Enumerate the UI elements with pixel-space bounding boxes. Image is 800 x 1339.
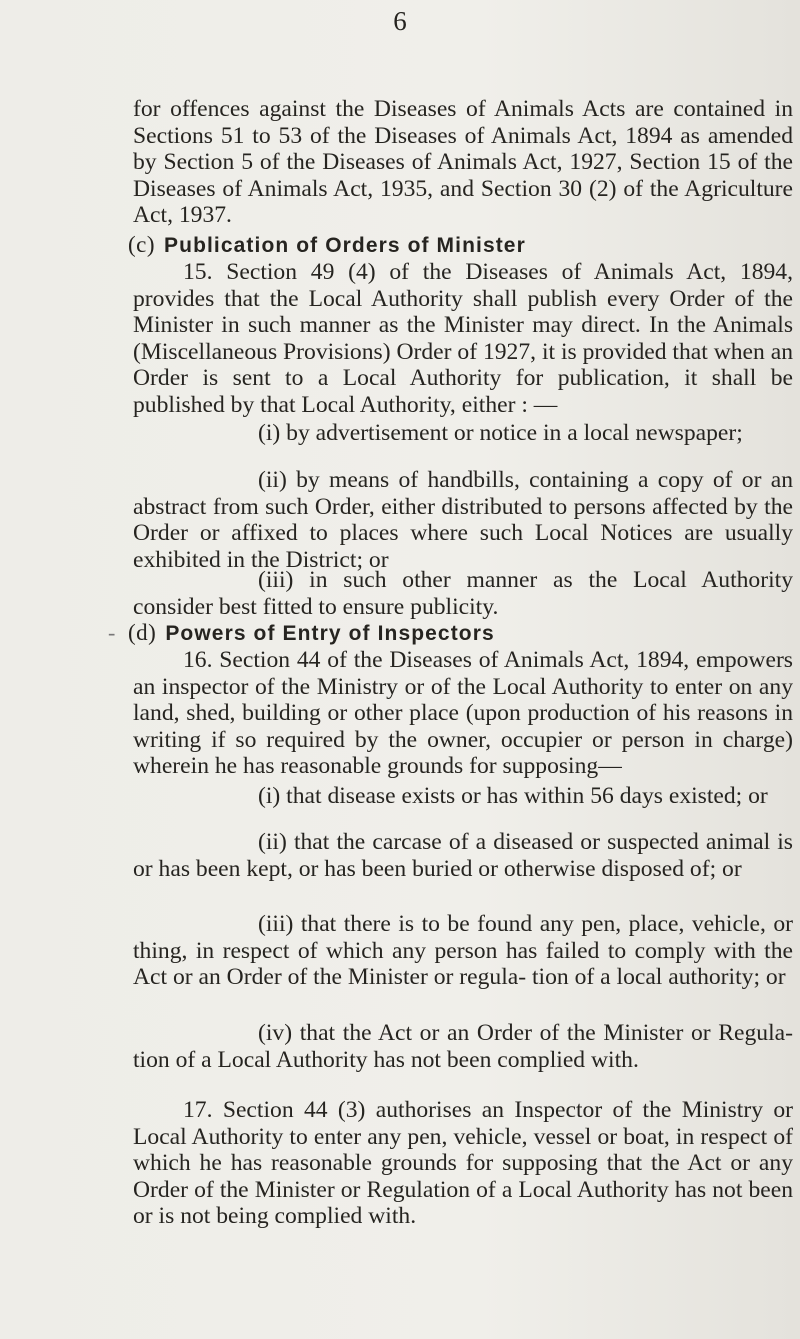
paragraph-16: 16. Section 44 of the Diseases of Animals Act, 1894, empowers an inspector of the Ministry or of the Local Authority to enter on any land, shed, building or other place (upon production of his reasons in writing if so required by the owner, occupier or person in charge) wherein he has reasonable grounds for supposing—	[133, 647, 793, 780]
section-c-letter: (c)	[128, 232, 156, 257]
section-d-title: Powers of Entry of Inspectors	[165, 622, 495, 645]
section-c-item-iii: (iii) in such other manner as the Local Authority consider best fitted to ensure publicity.	[133, 567, 793, 620]
section-d-item-iii: (iii) that there is to be found any pen, place, vehicle, or thing, in respect of which any person has failed to comply with the Act or an Order of the Minister or regula- tion of a local authority; or	[133, 911, 793, 991]
paragraph-15: 15. Section 49 (4) of the Diseases of Animals Act, 1894, provides that the Local Authority shall publish every Order of the Minister in such manner as the Minister may direct. In the Animals (Miscellaneous Provisions) Order of 1927, it is provided that when an Order is sent to a Local Authority for publication, it shall be published by that Local Authority, either : —	[133, 259, 793, 418]
section-d-letter: (d)	[128, 620, 157, 645]
paragraph-17: 17. Section 44 (3) authorises an Inspector of the Ministry or Local Authority to enter any pen, vehicle, vessel or boat, in respect of which he has reasonable grounds for supposing that the Act or any Order of the Minister or Regulation of a Local Authority has not been or is not being complied with.	[133, 1097, 793, 1230]
section-d-heading	[128, 620, 788, 647]
section-d-item-i: (i) that disease exists or has within 56 days existed; or	[258, 783, 768, 809]
section-c-item-i: (i) by advertisement or notice in a local newspaper;	[258, 420, 743, 446]
section-d-item-iv: (iv) that the Act or an Order of the Minister or Regula- tion of a Local Authority has not been complied with.	[133, 1020, 793, 1073]
section-c-heading	[128, 232, 788, 259]
section-c-title: Publication of Orders of Minister	[164, 234, 526, 257]
section-c-item-ii: (ii) by means of handbills, containing a copy of or an abstract from such Order, either distributed to persons affected by the Order or affixed to places where such Local Notices are usually exhibited in the District; or	[133, 467, 793, 573]
page-number: 6	[393, 6, 407, 36]
margin-mark: -	[108, 620, 116, 645]
intro-paragraph: for offences against the Diseases of Animals Acts are contained in Sections 51 to 53 of the Diseases of Animals Act, 1894 as amended by Section 5 of the Diseases of Animals Act, 1927, Section 15 of the Diseases of Animals Act, 1935, and Section 30 (2) of the Agriculture Act, 1937.	[133, 96, 793, 229]
section-d-item-ii: (ii) that the carcase of a diseased or suspected animal is or has been kept, or has been buried or otherwise disposed of; or	[133, 829, 793, 882]
